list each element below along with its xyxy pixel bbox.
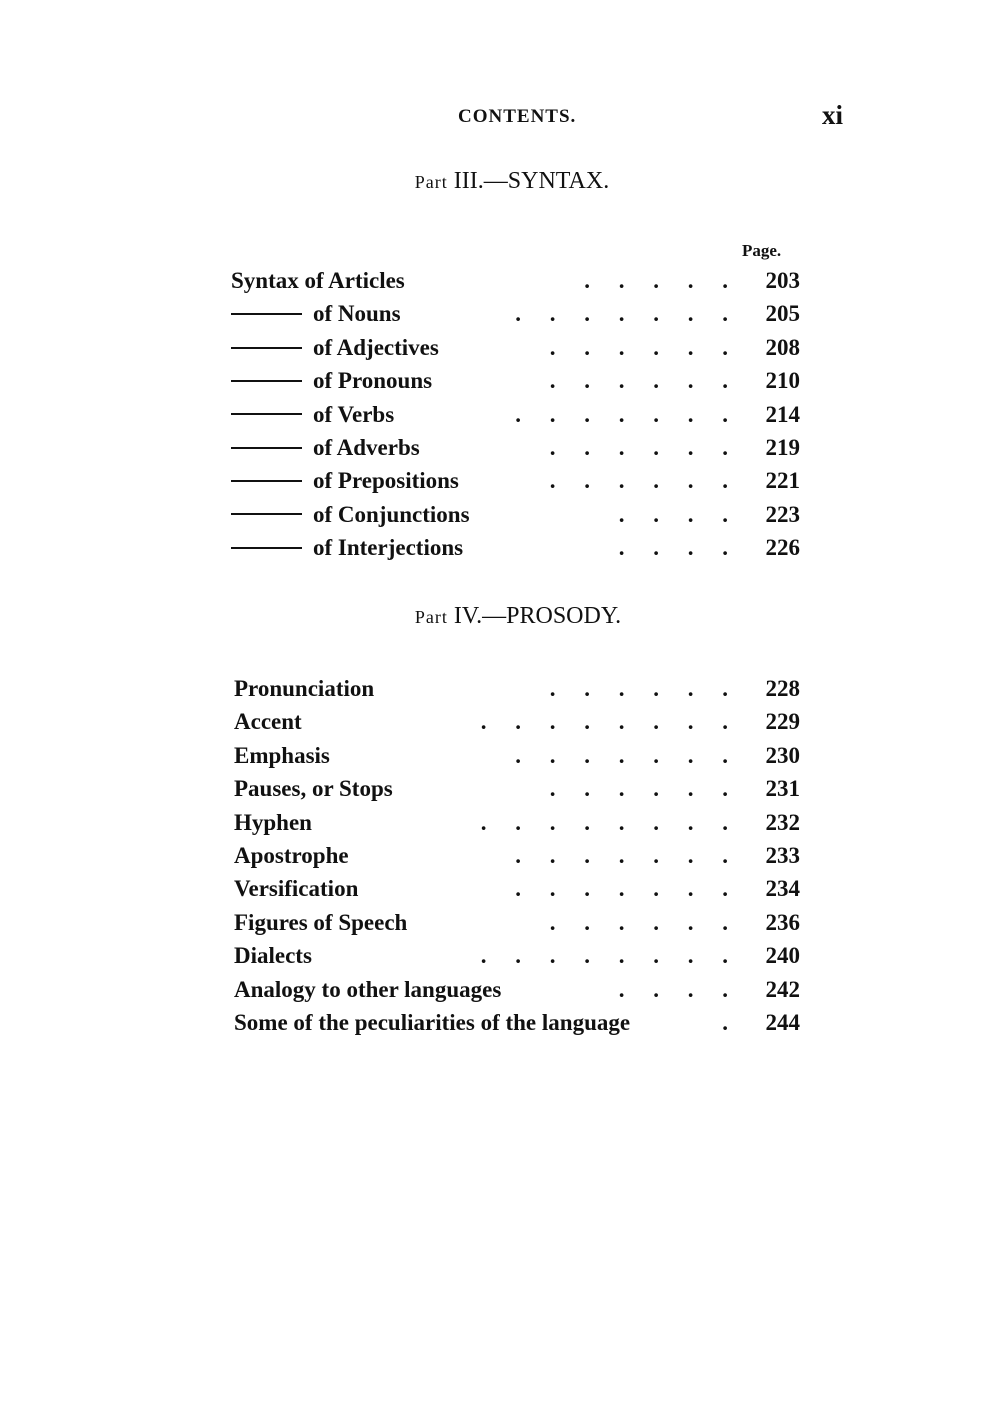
toc-entry-page: 234 (765, 876, 800, 902)
toc-entry-page: 219 (765, 434, 800, 460)
toc-entry-page: 229 (765, 709, 800, 735)
ditto-rule (231, 380, 302, 382)
toc-entry-page: 223 (765, 501, 800, 527)
toc-entry-label: Syntax of Articles (231, 268, 405, 293)
toc-entry (231, 398, 806, 431)
toc-entry (231, 531, 806, 564)
dot-leader: . . . . . . (549, 434, 728, 460)
toc-entry-label: Versification (234, 876, 359, 902)
toc-entry-page: 228 (765, 676, 800, 701)
ditto-rule (231, 347, 302, 349)
toc-entry-page: 244 (765, 1009, 800, 1035)
toc-entry (234, 672, 806, 705)
toc-entry-page: 226 (765, 535, 800, 561)
part-three-heading-title: III.—SYNTAX. (447, 168, 610, 194)
toc-entry (231, 498, 806, 531)
ditto-rule (231, 313, 302, 315)
toc-entry-label: of Pronouns (313, 368, 433, 394)
toc-entry-page: 203 (765, 268, 800, 293)
toc-entry-page: 210 (765, 368, 800, 394)
dot-leader: . . . . (618, 501, 728, 527)
toc-entry-label: Some of the peculiarities of the language (234, 1009, 631, 1035)
toc-entry-label: Apostrophe (234, 842, 349, 868)
toc-entry-page: 230 (765, 742, 800, 768)
dot-leader: . . . . . (584, 268, 728, 293)
toc-entry-page: 232 (765, 809, 800, 835)
prosody-contents-list (234, 672, 806, 1039)
toc-entry-page: 242 (765, 976, 800, 1002)
toc-entry-label: of Prepositions (313, 468, 459, 494)
dot-leader: . . . . . . . . (480, 809, 728, 835)
toc-entry-page: 208 (765, 334, 800, 360)
dot-leader: . . . . . . (549, 776, 728, 802)
toc-entry-label: Figures of Speech (234, 909, 408, 935)
toc-entry-label: Pauses, or Stops (234, 776, 393, 802)
toc-entry-label: of Interjections (313, 535, 464, 561)
dot-leader: . (722, 1009, 728, 1035)
toc-entry-page: 205 (765, 301, 800, 327)
toc-entry-page: 231 (765, 776, 800, 802)
toc-entry-label: Emphasis (234, 742, 330, 768)
dot-leader: . . . . . . . . (480, 943, 728, 969)
part-four-heading (18, 603, 1000, 630)
dot-leader: . . . . (618, 976, 728, 1002)
dot-leader: . . . . (618, 535, 728, 561)
dot-leader: . . . . . . . (515, 742, 728, 768)
toc-entry-label: of Nouns (313, 301, 401, 327)
toc-entry-label: Dialects (234, 943, 312, 969)
part-three-heading-prefix: Part (414, 172, 448, 192)
toc-entry (231, 264, 806, 297)
toc-entry-label: Accent (234, 709, 302, 735)
part-four-heading-prefix: Part (414, 607, 448, 627)
ditto-rule (231, 480, 302, 482)
page-column-label: Page. (742, 241, 782, 260)
dot-leader: . . . . . . (549, 676, 728, 701)
ditto-rule (231, 413, 302, 415)
part-three-heading (12, 168, 1000, 195)
toc-entry (234, 1006, 806, 1039)
toc-entry-label: Hyphen (234, 809, 312, 835)
toc-entry-label: of Adverbs (313, 434, 420, 460)
toc-entry-label: Analogy to other languages (234, 976, 502, 1002)
toc-entry-label: Pronunciation (234, 676, 375, 701)
dot-leader: . . . . . . . (515, 301, 728, 327)
toc-entry (234, 973, 806, 1006)
toc-entry-label: of Adjectives (313, 334, 439, 360)
toc-entry-page: 236 (765, 909, 800, 935)
toc-entry (234, 739, 806, 772)
toc-entry (231, 464, 806, 497)
toc-entry-page: 214 (765, 401, 800, 427)
dot-leader: . . . . . . . (515, 401, 728, 427)
toc-entry (231, 364, 806, 397)
dot-leader: . . . . . . . (515, 876, 728, 902)
toc-entry-page: 221 (765, 468, 800, 494)
ditto-rule (231, 447, 302, 449)
toc-entry (234, 705, 806, 738)
dot-leader: . . . . . . (549, 368, 728, 394)
toc-entry (234, 839, 806, 872)
ditto-rule (231, 547, 302, 549)
syntax-contents-list (231, 264, 806, 565)
toc-entry (234, 939, 806, 972)
toc-entry (231, 331, 806, 364)
dot-leader: . . . . . . . . (480, 709, 728, 735)
ditto-rule (231, 513, 302, 515)
toc-entry (234, 872, 806, 905)
toc-entry (231, 431, 806, 464)
page-folio: xi (822, 100, 844, 130)
toc-entry-label: of Conjunctions (313, 501, 470, 527)
toc-entry (231, 297, 806, 330)
part-four-heading-title: IV.—PROSODY. (447, 603, 622, 629)
toc-entry (234, 772, 806, 805)
dot-leader: . . . . . . (549, 334, 728, 360)
toc-entry (234, 806, 806, 839)
toc-entry-page: 233 (765, 842, 800, 868)
dot-leader: . . . . . . . (515, 842, 728, 868)
toc-entry (234, 906, 806, 939)
dot-leader: . . . . . . (549, 468, 728, 494)
toc-entry-page: 240 (765, 943, 800, 969)
running-head (0, 100, 1000, 136)
running-head-title: CONTENTS. (458, 106, 577, 127)
dot-leader: . . . . . . (549, 909, 728, 935)
toc-entry-label: of Verbs (313, 401, 395, 427)
